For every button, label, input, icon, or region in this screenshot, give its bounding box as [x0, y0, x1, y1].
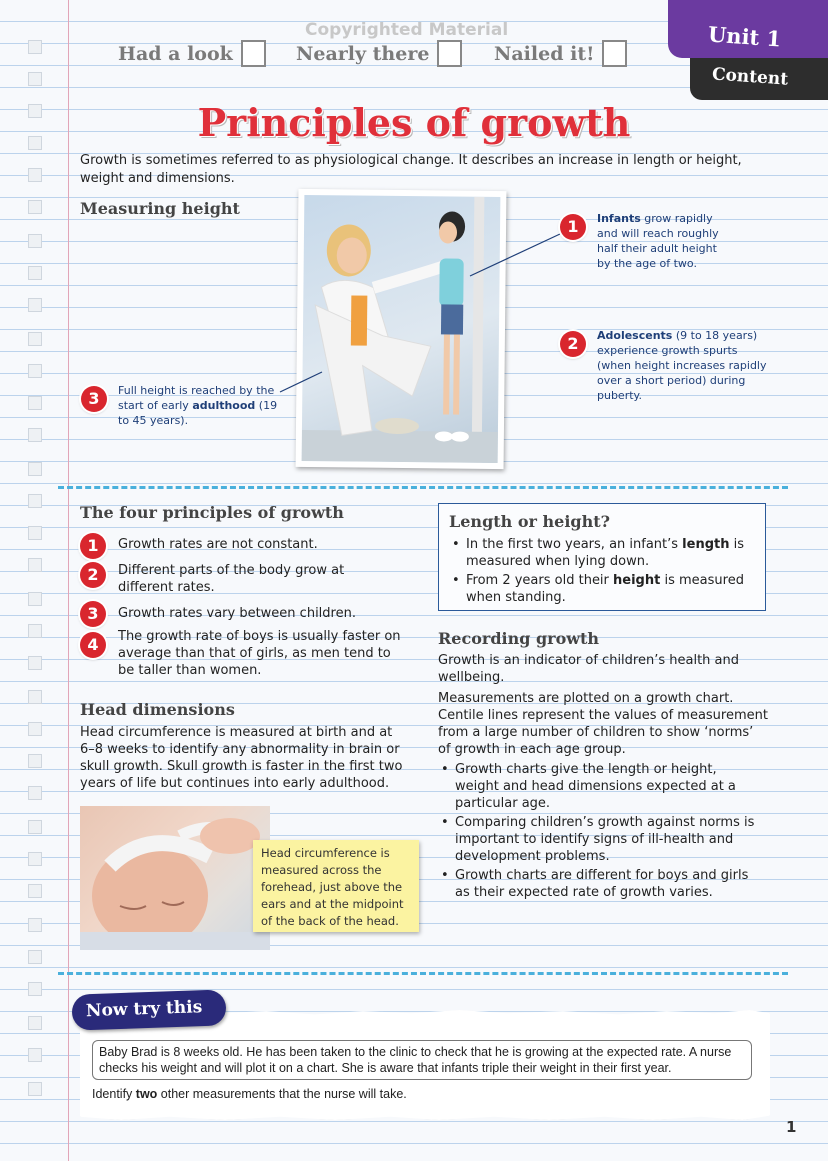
list-item: • From 2 years old their height is measured when standing.	[449, 572, 754, 606]
list-item: • Growth charts give the length or height, weight and head dimensions expected at a particular age.	[438, 761, 758, 812]
callout-number-2: 2	[560, 331, 586, 357]
callout-number-3: 3	[81, 386, 107, 412]
head-dimensions-paragraph: Head circumference is measured at birth and at 6–8 weeks to identify any abnormality in brain or skull growth. Skull growth is faster in the first two years of life but continues into early adulthood.	[80, 725, 403, 791]
page-number: 1	[786, 1118, 797, 1136]
margin-square	[28, 1016, 42, 1030]
margin-square	[28, 656, 42, 670]
length-box-heading: Length or height?	[449, 512, 610, 531]
intro-paragraph: Growth is sometimes referred to as physiological change. It describes an increase in length or height, weight and dimensions.	[80, 153, 742, 186]
now-try-this-label: Now try this	[85, 997, 203, 1022]
margin-square	[28, 754, 42, 768]
check-label: Nearly there	[296, 42, 430, 65]
principle-text: Different parts of the body grow at different rates.	[118, 563, 345, 595]
principle-number: 2	[80, 562, 106, 588]
callout-bold: Infants	[597, 212, 641, 225]
recording-paragraph-1: Growth is an indicator of children’s health and wellbeing.	[438, 653, 739, 685]
margin-square	[28, 950, 42, 964]
margin-square	[28, 820, 42, 834]
margin-square	[28, 494, 42, 508]
principle-number: 4	[80, 632, 106, 658]
recording-paragraph-2: Measurements are plotted on a growth chart. Centile lines represent the values of measurement from a large number of children to show ‘norms’ of growth in each age group.	[438, 691, 768, 757]
margin-square	[28, 722, 42, 736]
list-item: • Growth charts are different for boys and girls as their expected rate of growth varies.	[438, 867, 758, 901]
callout-adolescents: Adolescents (9 to 18 years) experience growth spurts (when height increases rapidly over a short period) during puberty.	[597, 329, 767, 402]
list-item: • Comparing children’s growth against norms is important to identify signs of ill-health and development problems.	[438, 814, 758, 865]
copyright-notice: Copyrighted Material	[305, 20, 509, 40]
question-box: Baby Brad is 8 weeks old. He has been taken to the clinic to check that he is growing at the expected rate. A nurse checks his weight and will plot it on a chart. She is aware that infants triple their weight in their first year.	[92, 1040, 752, 1080]
length-box-list	[449, 536, 754, 606]
margin-square	[28, 526, 42, 540]
margin-square	[28, 852, 42, 866]
section-divider	[58, 486, 788, 489]
margin-square	[28, 690, 42, 704]
head-dimensions-heading: Head dimensions	[80, 700, 235, 719]
measuring-height-heading: Measuring height	[80, 199, 240, 218]
unit-label: Unit 1	[707, 21, 782, 52]
margin-square	[28, 918, 42, 932]
callout-infants: Infants grow rapidly and will reach roughly half their adult height by the age of two.	[597, 212, 719, 270]
callout-bold: Adolescents	[597, 329, 673, 342]
callout-number-1: 1	[560, 214, 586, 240]
principle-number: 1	[80, 533, 106, 559]
baby-illustration	[80, 806, 270, 950]
principle-text: Growth rates vary between children.	[118, 606, 356, 621]
recording-list	[438, 761, 758, 901]
margin-square	[28, 592, 42, 606]
callout-adulthood: Full height is reached by the start of early adulthood (19 to 45 years).	[118, 384, 278, 427]
margin-square	[28, 1082, 42, 1096]
list-item: • In the first two years, an infant’s length is measured when lying down.	[449, 536, 754, 570]
section-divider	[58, 972, 788, 975]
margin-square	[28, 884, 42, 898]
principle-number: 3	[80, 601, 106, 627]
margin-square	[28, 558, 42, 572]
head-circumference-note: Head circumference is measured across the forehead, just above the ears and at the midpoint of the back of the head.	[253, 840, 419, 932]
length-or-height-box	[438, 503, 766, 611]
margin-square	[28, 1048, 42, 1062]
section-label: Content	[711, 64, 789, 90]
recording-growth-heading: Recording growth	[438, 629, 600, 648]
check-label: Had a look	[118, 42, 233, 65]
task-instruction: Identify two other measurements that the nurse will take.	[92, 1087, 407, 1101]
check-label: Nailed it!	[494, 42, 595, 65]
principle-text: The growth rate of boys is usually faster on average than that of girls, as men tend to be taller than women.	[118, 629, 401, 678]
now-try-this-badge	[71, 989, 226, 1030]
page-title: Principles of growth	[197, 100, 631, 145]
four-principles-heading: The four principles of growth	[80, 503, 344, 522]
principle-text: Growth rates are not constant.	[118, 537, 318, 552]
margin-square	[28, 786, 42, 800]
margin-square	[28, 624, 42, 638]
margin-square	[28, 982, 42, 996]
baby-head-measurement-photo	[80, 806, 270, 950]
